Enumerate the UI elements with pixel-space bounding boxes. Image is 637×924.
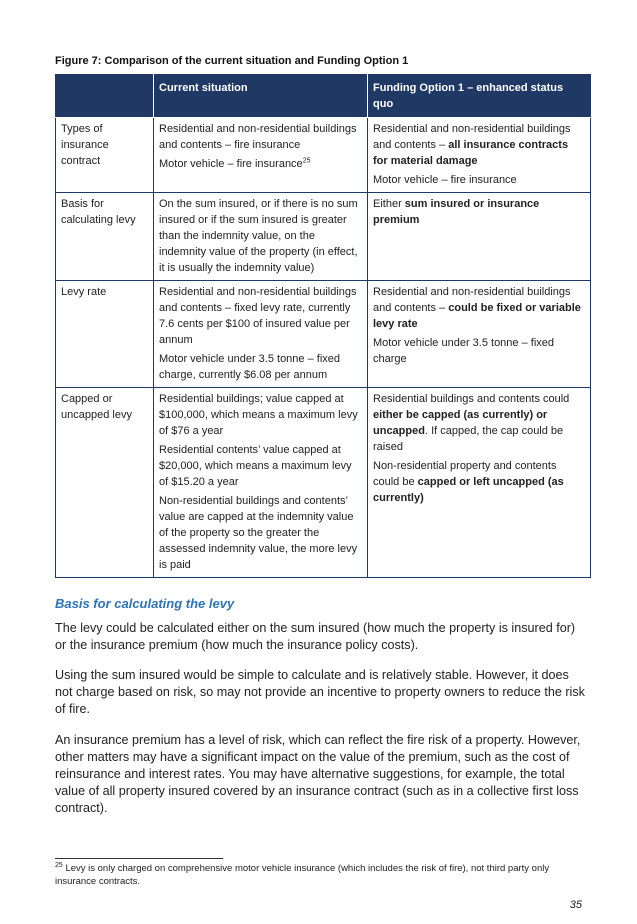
- cell-funding-option-1: [368, 193, 591, 281]
- text: Residential buildings; value capped at $100,000, which means a maximum levy of $76 a year: [159, 393, 358, 437]
- header-funding-option-1: Funding Option 1 – enhanced status quo: [368, 75, 591, 118]
- text: Residential and non-residential buildings and contents – fire insurance: [159, 123, 357, 151]
- paragraph-1: The levy could be calculated either on the sum insured (how much the property is insured for) or the insurance premium (how much the insurance policy costs).: [55, 621, 576, 652]
- cell-paragraph: [159, 391, 362, 439]
- text: Either: [373, 198, 405, 210]
- cell-paragraph: [159, 284, 362, 348]
- bold-text: all insurance contracts for material damage: [373, 139, 569, 167]
- header-current-situation: Current situation: [154, 75, 368, 118]
- comparison-table: [55, 74, 591, 578]
- cell-paragraph: [373, 458, 585, 506]
- bold-text: either be capped (as currently) or uncapped: [373, 409, 548, 437]
- cell-paragraph: [159, 442, 362, 490]
- cell-paragraph: [159, 351, 362, 383]
- bold-text: sum insured or insurance premium: [373, 198, 540, 226]
- table-row: [56, 193, 591, 281]
- cell-paragraph: [373, 196, 585, 228]
- footnote-number: 25: [55, 861, 63, 869]
- header-blank: [56, 75, 154, 118]
- footnote-text: Levy is only charged on comprehensive motor vehicle insurance (which includes the risk of fire), not third party only insurance contracts.: [55, 863, 550, 887]
- text: Residential buildings and contents could: [373, 393, 570, 405]
- table-body: [56, 118, 591, 578]
- row-label: Types of insurance contract: [56, 118, 154, 193]
- text: Residential and non-residential buildings and contents –: [373, 123, 571, 151]
- figure-title: Figure 7: Comparison of the current situation and Funding Option 1: [55, 55, 409, 67]
- page-number: 35: [569, 899, 582, 911]
- section-heading: Basis for calculating the levy: [55, 596, 235, 611]
- row-label: Basis for calculating levy: [56, 193, 154, 281]
- text: Non-residential property and contents could be: [373, 460, 557, 488]
- bold-text: could be fixed or variable levy rate: [373, 302, 581, 330]
- text: Motor vehicle under 3.5 tonne – fixed charge: [373, 337, 555, 365]
- text: Motor vehicle under 3.5 tonne – fixed charge, currently $6.08 per annum: [159, 353, 341, 381]
- text: On the sum insured, or if there is no sum insured or if the sum insured is greater than the indemnity value, on the indemnity value of the property (in effect, it is usually the indemnity value): [159, 198, 358, 274]
- text: Motor vehicle – fire insurance: [159, 158, 303, 170]
- cell-paragraph: [373, 121, 585, 169]
- cell-paragraph: [373, 172, 585, 188]
- cell-paragraph: [373, 391, 585, 455]
- cell-paragraph: [159, 156, 362, 172]
- cell-current-situation: [154, 118, 368, 193]
- cell-current-situation: [154, 281, 368, 388]
- row-label: Levy rate: [56, 281, 154, 388]
- bold-text: capped or left uncapped (as currently): [373, 476, 564, 504]
- text: Residential and non-residential buildings and contents – fixed levy rate, currently 7.6 cents per $100 of insured value per annum: [159, 286, 357, 346]
- cell-paragraph: [159, 196, 362, 276]
- paragraph-2: Using the sum insured would be simple to calculate and is relatively stable. However, it does not charge based on risk, so may not provide an incentive to property owners to reduce the risk of fire.: [55, 668, 585, 716]
- cell-paragraph: [159, 493, 362, 573]
- cell-current-situation: [154, 193, 368, 281]
- cell-funding-option-1: [368, 118, 591, 193]
- table-row: [56, 118, 591, 193]
- cell-paragraph: [373, 335, 585, 367]
- cell-current-situation: [154, 388, 368, 578]
- row-label: Capped or uncapped levy: [56, 388, 154, 578]
- footnote: [55, 862, 585, 888]
- text: Motor vehicle – fire insurance: [373, 174, 517, 186]
- paragraph-3: An insurance premium has a level of risk, which can reflect the fire risk of a property. However, other matters may have a significant impact on the value of the premium, such as the cost of reinsurance and interest rates. You may have alternative suggestions, for example, the total value of all property insured covered by an insurance contract (such as in a collective first loss contract).: [55, 733, 581, 815]
- cell-paragraph: [373, 284, 585, 332]
- footnote-reference: 25: [302, 157, 311, 165]
- text: Non-residential buildings and contents’ value are capped at the indemnity value of the property so the greater the assessed indemnity value, the more levy is paid: [159, 495, 358, 571]
- cell-paragraph: [159, 121, 362, 153]
- table-header-row: [56, 75, 591, 118]
- table-row: [56, 281, 591, 388]
- cell-funding-option-1: [368, 388, 591, 578]
- text: . If capped, the cap could be raised: [373, 425, 564, 453]
- cell-funding-option-1: [368, 281, 591, 388]
- table-row: [56, 388, 591, 578]
- footnote-divider: [55, 858, 223, 859]
- text: Residential and non-residential buildings and contents –: [373, 286, 571, 314]
- text: Residential contents’ value capped at $20,000, which means a maximum levy of $15.20 a year: [159, 444, 352, 488]
